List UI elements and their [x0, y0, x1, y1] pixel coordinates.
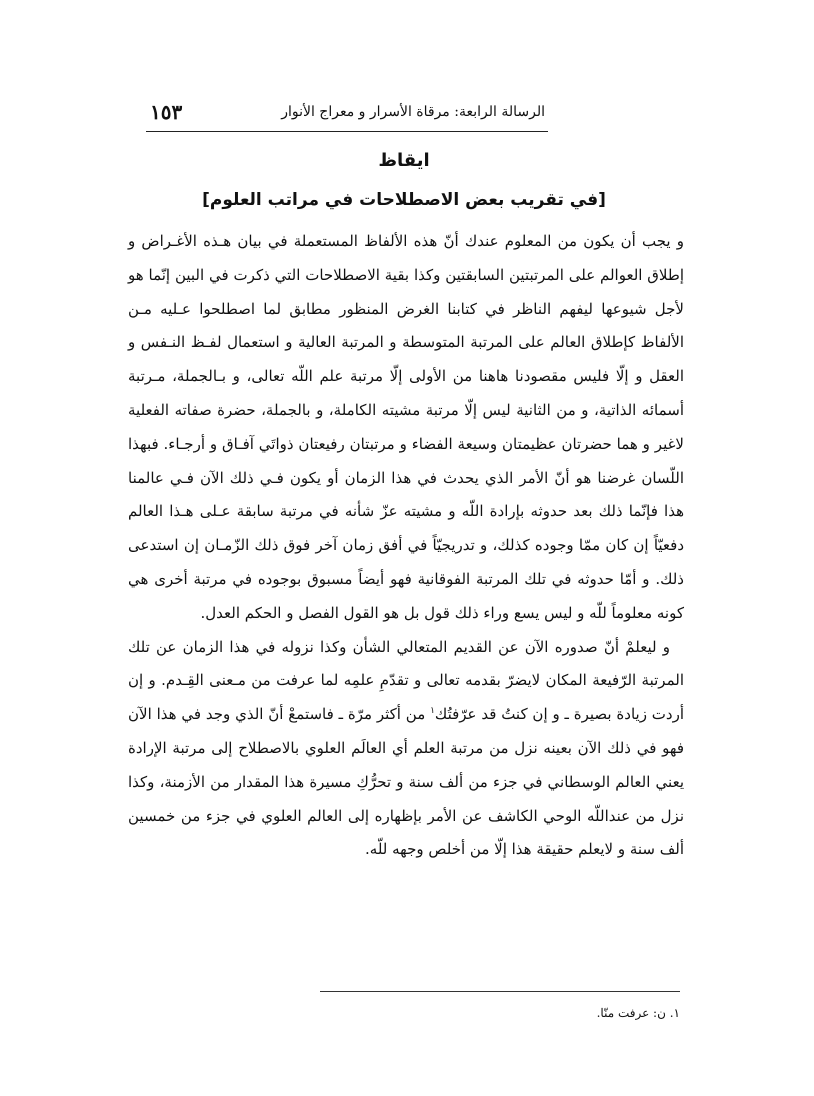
header-rule: [146, 131, 548, 132]
footnote-rule: [320, 991, 680, 992]
running-header: [150, 100, 545, 128]
paragraph-1-text: و يجب أن يكون من المعلوم عندك أنّ هذه الألفاظ المستعملة في بيان هـذه الأغـراض و إطلاق العوالم على المرتبتين السابقتين وكذا بقية الاصطلاحات التي ذكرت في البين إنّما هو لأجل شيوعها ليفهم الناظر في كتابنا الغرض المنظور مطابق لما اصطلحوا عـليه مـن الألفاظ كإطلاق العالم على المرتبة المتوسطة و المرتبة العالية و استعمال لفـظ النـفس و العقل و إلّا فليس مقصودنا هاهنا من الأولى إلّا مرتبة علم اللّه تعالى، و بـالجملة، مـرتبة أسمائه الذاتية، و من الثانية ليس إلّا مرتبة مشيته الكاملة، و بالجملة، حضرة صفاته الفعلية لاغير و هما حضرتان عظيمتان وسيعة الفضاء و مرتبتان رفيعتان ذواتَي آفـاق و أرجـاء. فبهذا اللّسان غرضنا هو أنّ الأمر الذي يحدث في هذا الزمان أو يكون فـي ذلك الآن فـي عالمنا هذا فإنّما ذلك بعد حدوثه بإرادة اللّه و مشيته عزّ شأنه في مرتبة سابقة عـلى هـذا العالم دفعيّاً إن كان ممّا وجوده كذلك، و تدريجيّاً في أفق زمان آخر فوق ذلك الزّمـان إن استدعى ذلك. و أمّا حدوثه في تلك المرتبة الفوقانية فهو أيضاً مسبوق بوجوده في مرتبة أخرى هي كونه معلوماً للّه و ليس يسع وراء ذلك قول بل هو القول الفصل و الحكم العدل.: [128, 232, 684, 622]
running-title: الرسالة الرابعة: مرقاة الأسرار و معراج الأنوار: [281, 104, 545, 120]
section-heading: ايقاظ: [378, 150, 430, 171]
footnote: ١. ن: عرفت منّا.: [596, 1006, 680, 1020]
paragraph-1: [128, 225, 684, 631]
page-number: ١٥٣: [150, 100, 183, 124]
paragraph-2: [128, 631, 684, 868]
section-subheading: [في تقريب بعض الاصطلاحات في مراتب العلوم]: [202, 190, 606, 210]
paragraph-2-text-start: و ليعلمْ أنّ صدوره الآن عن القديم المتعالي الشأن وكذا نزوله في هذا الزمان عن تلك المرتبة الرّفيعة المكان لايضرّ بقدمه تعالى و تقدّمِ علمِه لما عرفت من مـعنى القِـدم. و إن أردت زيادة بصيرة ـ و إن كنتُ قد عرّفتُك: [128, 637, 684, 724]
body-text: [128, 225, 684, 867]
footnote-reference[interactable]: ١: [430, 706, 435, 717]
paragraph-2-text-end: من أكثر مرّة ـ فاستمعْ أنّ الذي وجد في هذا الآن فهو في ذلك الآن بعينه نزل من مرتبة العلم أي العالَم العلوي بالاصطلاح إلى مرتبة الإرادة يعني العالم الوسطاني في جزء من ألف سنة و تحرُّكِ مسيرة هذا المقدار من الأزمنة، وكذا نزل من عنداللّه الوحي الكاشف عن الأمر بإظهاره إلى العالم العلوي في جزء من خمسين ألف سنة و لايعلم حقيقة هذا إلّا من أخلص وجهه للّه.: [128, 705, 684, 859]
